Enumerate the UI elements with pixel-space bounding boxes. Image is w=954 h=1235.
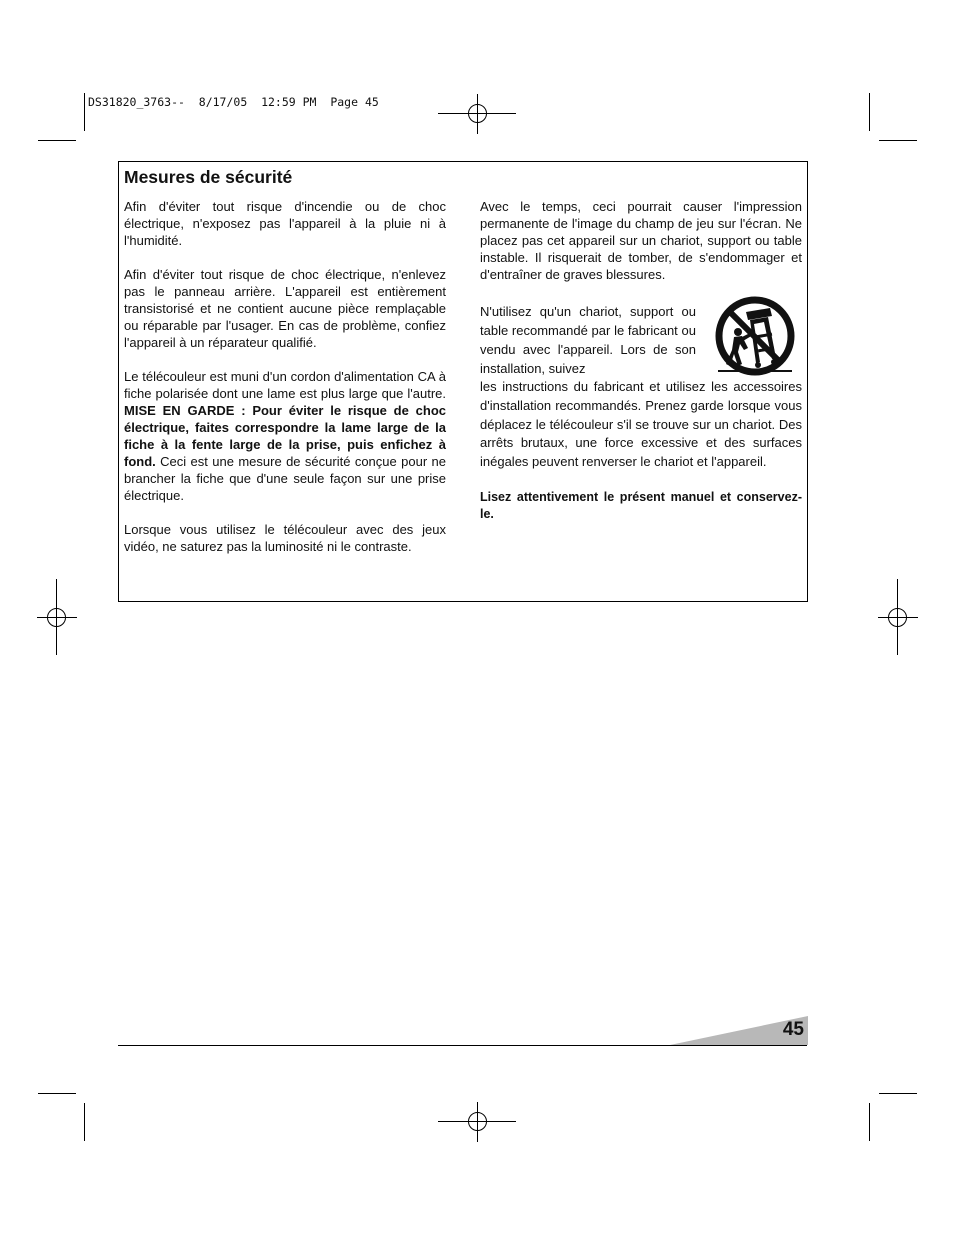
cart-tip-over-warning-icon: [712, 296, 798, 378]
page-number: 45: [782, 1019, 804, 1040]
crop-mark: [869, 1103, 870, 1141]
footer-rule: [118, 1045, 807, 1046]
paragraph-text-wrapped: N'utilisez qu'un chariot, support ou table recommandé par le fabricant ou vendu avec l'appareil. Lors de son installation, suivez: [480, 304, 696, 376]
left-text-column: [124, 198, 446, 572]
printer-slug: DS31820_3763-- 8/17/05 12:59 PM Page 45: [88, 95, 379, 109]
paragraph-text: les instructions du fabricant et utilisez les accessoires d'installation recommandés. Prenez garde lorsque vous déplacez le télécouleur s'il se trouve sur un chariot. Des arrêts brutaux, une force excessive et des surfaces inégales peuvent renverser le chariot et l'appareil.: [480, 379, 802, 470]
closing-notice: Lisez attentivement le présent manuel et conservez-le.: [480, 489, 802, 521]
registration-crosshair-icon: [438, 94, 516, 134]
paragraph: [124, 368, 446, 504]
registration-crosshair-icon: [878, 579, 918, 655]
registration-crosshair-icon: [37, 579, 77, 655]
warning-text: MISE EN GARDE : Pour éviter le risque de choc électrique, faites correspondre la lame large de la fiche à la fente large de la prise, puis enfichez à fond.: [124, 403, 446, 469]
paragraph: Lorsque vous utilisez le télécouleur avec des jeux vidéo, ne saturez pas la luminosité ni le contraste.: [124, 522, 446, 554]
crop-mark: [38, 1093, 76, 1094]
crop-mark: [879, 1093, 917, 1094]
paragraph: Avec le temps, ceci pourrait causer l'impression permanente de l'image du champ de jeu sur l'écran. Ne placez pas cet appareil sur un chariot, support ou table instable. Il risquerait de tomber, de s'endommager et d'entraîner de graves blessures.: [480, 199, 802, 282]
crop-mark: [869, 93, 870, 131]
crop-mark: [38, 140, 76, 141]
registration-crosshair-icon: [438, 1102, 516, 1142]
crop-mark: [84, 1103, 85, 1141]
crop-mark: [879, 140, 917, 141]
paragraph-text: Ceci est une mesure de sécurité conçue pour ne brancher la fiche que d'une seule façon sur une prise électrique.: [124, 454, 446, 503]
paragraph: Afin d'éviter tout risque d'incendie ou de choc électrique, n'exposez pas l'appareil à la pluie ni à l'humidité.: [124, 199, 446, 248]
paragraph-text: Le télécouleur est muni d'un cordon d'alimentation CA à fiche polarisée dont une lame est plus large que l'autre.: [124, 369, 446, 401]
crop-mark: [84, 93, 85, 131]
section-title: Mesures de sécurité: [124, 167, 293, 187]
paragraph: Afin d'éviter tout risque de choc électrique, n'enlevez pas le panneau arrière. L'appareil est entièrement transistorisé et ne contient aucune pièce remplaçable ou réparable par l'usager. En cas de problème, confiez l'appareil à un réparateur qualifié.: [124, 267, 446, 350]
